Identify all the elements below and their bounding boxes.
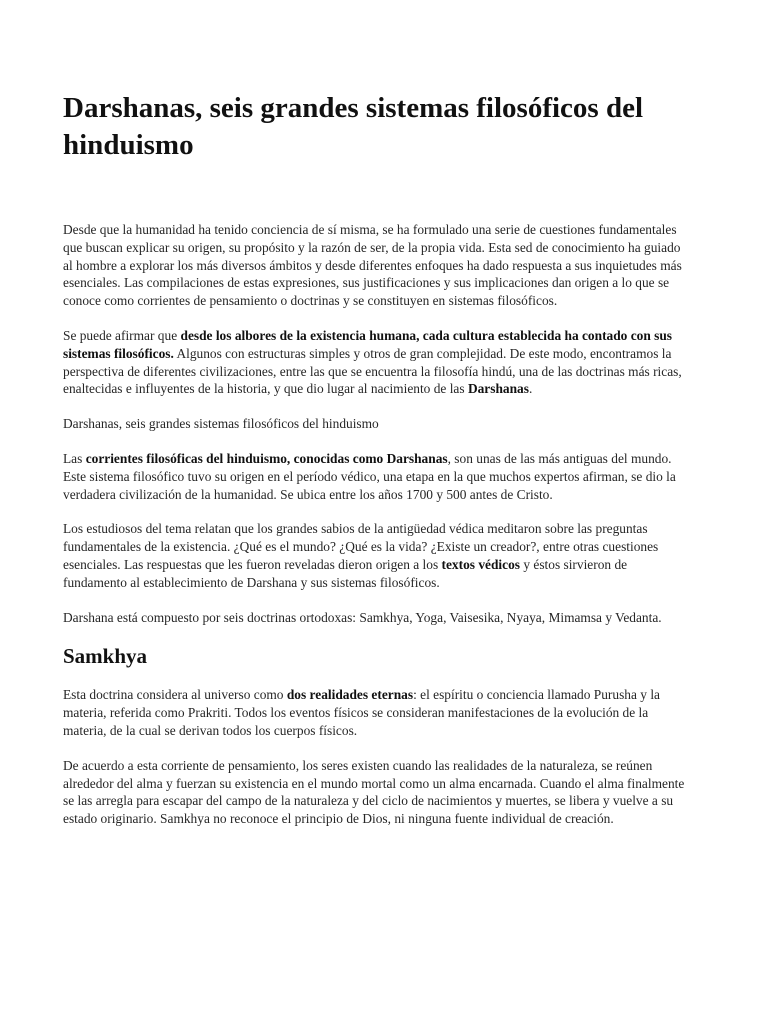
bold-text: Darshanas xyxy=(467,381,529,397)
paragraph-darshanas xyxy=(63,450,689,503)
text-run: . xyxy=(528,381,533,397)
text-run: Esta doctrina considera al universo como xyxy=(63,687,287,703)
paragraph-samkhya-beings: De acuerdo a esta corriente de pensamiento, los seres existen cuando las realidades de la naturaleza, se reúnen alrededor del alma y fuerzan su existencia en el mundo mortal como un alma encarnada. Cuando el alma finalmente se las arregla para escapar del campo de la naturaleza y del ciclo de nacimientos y muertes, se libera y vuelve a su estado originario. Samkhya no reconoce el principio de Dios, ni ninguna fuente individual de creación. xyxy=(63,757,685,827)
paragraph-origins xyxy=(63,327,689,398)
bold-text: desde los albores de la existencia humana, cada cultura establecida ha contado con sus sistemas filosóficos. xyxy=(63,327,673,361)
article-body xyxy=(63,221,689,828)
text-run: Algunos con estructuras simples y otros de gran complejidad. De este modo, encontramos la perspectiva de diferentes civilizaciones, entre las que se encuentra la filosofía hindú, una de las doctrinas más ricas, enaltecidas e influyentes de la historia, y que dio lugar al nacimiento de las xyxy=(63,345,682,397)
text-run: y éstos sirvieron de fundamento al establecimiento de Darshana y sus sistemas filosóficos. xyxy=(63,556,628,590)
text-run: Se puede afirmar que xyxy=(63,327,181,343)
text-run: Las xyxy=(63,450,86,466)
bold-text: textos védicos xyxy=(441,556,520,572)
bold-text: corrientes filosóficas del hinduismo, conocidas como Darshanas xyxy=(85,450,448,466)
article-title: Darshanas, seis grandes sistemas filosóficos del hinduismo xyxy=(63,92,644,161)
text-run: , son unas de las más antiguas del mundo. Este sistema filosófico tuvo su origen en el período védico, una etapa en la que muchos expertos afirman, se dio la verdadera civilización de la humanidad. Se ubica entre los años 1700 y 500 antes de Cristo. xyxy=(63,450,676,502)
text-run: : el espíritu o conciencia llamado Purusha y la materia, referida como Prakriti. Todos los eventos físicos se consideran manifestaciones de la evolución de la materia, de la cual se derivan todos los cuerpos físicos. xyxy=(63,687,660,738)
paragraph-doctrines: Darshana está compuesto por seis doctrinas ortodoxas: Samkhya, Yoga, Vaisesika, Nyaya, Mimamsa y Vedanta. xyxy=(63,609,662,625)
paragraph-samkhya-definition xyxy=(63,686,689,739)
section-heading: Samkhya xyxy=(63,644,148,669)
bold-text: dos realidades eternas xyxy=(286,687,414,703)
text-run: Los estudiosos del tema relatan que los grandes sabios de la antigüedad védica meditaron sobre las preguntas fundamentales de la existencia. ¿Qué es el mundo? ¿Qué es la vida? ¿Existe un creador?, entre otras cuestiones esenciales. Las respuestas que les fueron reveladas dieron origen a los xyxy=(63,521,659,572)
paragraph-vedic xyxy=(63,520,689,591)
image-caption: Darshanas, seis grandes sistemas filosóficos del hinduismo xyxy=(63,416,379,432)
article xyxy=(63,90,689,845)
paragraph-intro: Desde que la humanidad ha tenido conciencia de sí misma, se ha formulado una serie de cuestiones fundamentales que buscan explicar su origen, su propósito y la razón de ser, de la propia vida. Esta sed de conocimiento ha guiado al hombre a explorar los más diversos ámbitos y desde diferentes enfoques ha dado respuesta a sus inquietudes más esenciales. Las compilaciones de estas expresiones, sus justificaciones y sus implicaciones dan origen a lo que se conoce como corrientes de pensamiento o doctrinas y se constituyen en sistemas filosóficos. xyxy=(63,222,682,309)
